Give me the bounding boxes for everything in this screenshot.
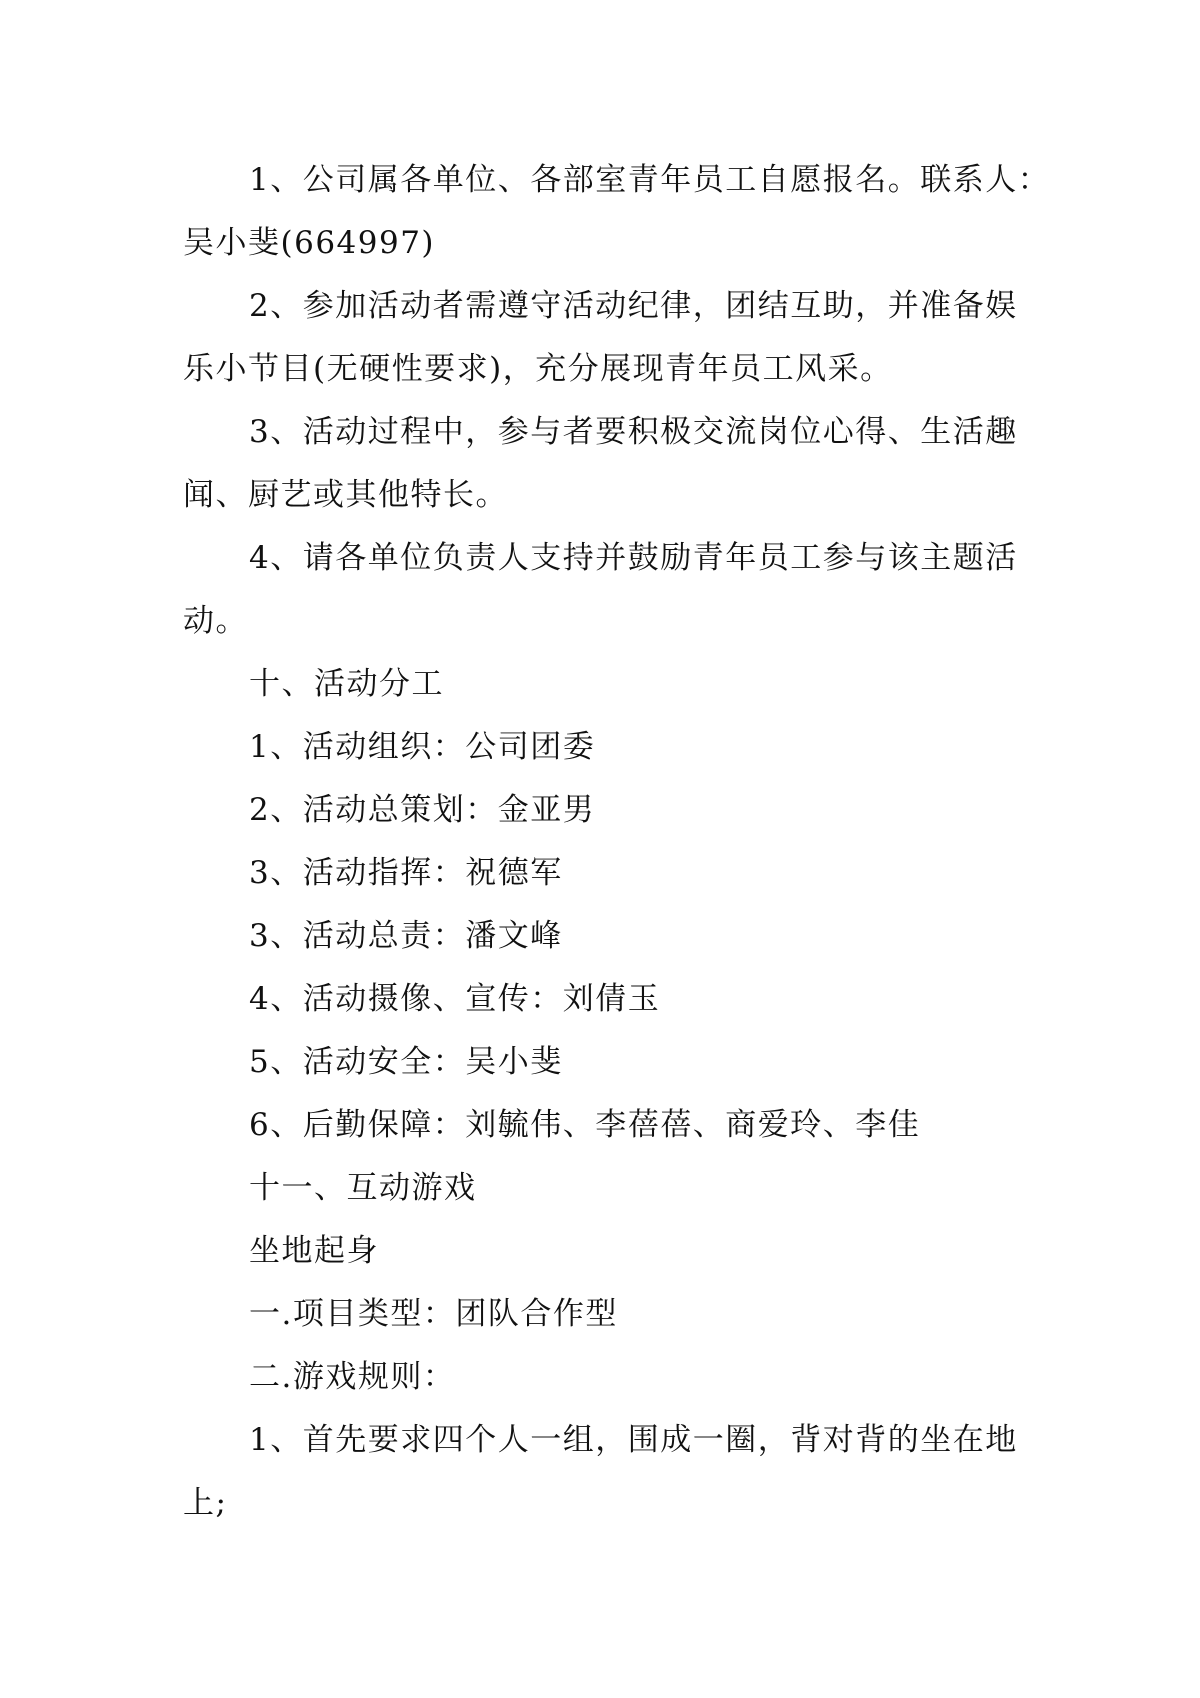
list-item: 6、后勤保障：刘毓伟、李蓓蓓、商爱玲、李佳 [249,1107,921,1143]
section-heading: 十一、互动游戏 [249,1170,477,1206]
paragraph-line: 乐小节目(无硬性要求)，充分展现青年员工风采。 [183,351,893,387]
list-item: 二.游戏规则： [249,1359,456,1395]
list-item: 一.项目类型：团队合作型 [249,1296,618,1332]
list-item: 1、活动组织：公司团委 [249,729,596,765]
list-item: 2、活动总策划：金亚男 [249,792,596,828]
paragraph-line: 吴小斐(664997) [183,225,436,261]
paragraph-line: 4、请各单位负责人支持并鼓励青年员工参与该主题活 [249,540,1018,576]
paragraph-line: 1、首先要求四个人一组，围成一圈，背对背的坐在地 [249,1422,1018,1458]
game-title: 坐地起身 [249,1233,379,1269]
list-item: 4、活动摄像、宣传：刘倩玉 [249,981,661,1017]
paragraph-line: 闻、厨艺或其他特长。 [183,477,508,513]
section-heading: 十、活动分工 [249,666,444,702]
paragraph-line: 3、活动过程中，参与者要积极交流岗位心得、生活趣 [249,414,1018,450]
paragraph-line: 2、参加活动者需遵守活动纪律，团结互助，并准备娱 [249,288,1018,324]
paragraph-line: 上; [183,1485,228,1521]
list-item: 3、活动指挥：祝德军 [249,855,563,891]
paragraph-line: 动。 [183,603,248,639]
list-item: 3、活动总责：潘文峰 [249,918,563,954]
list-item: 5、活动安全：吴小斐 [249,1044,563,1080]
paragraph-line: 1、公司属各单位、各部室青年员工自愿报名。联系人： [249,162,1051,198]
